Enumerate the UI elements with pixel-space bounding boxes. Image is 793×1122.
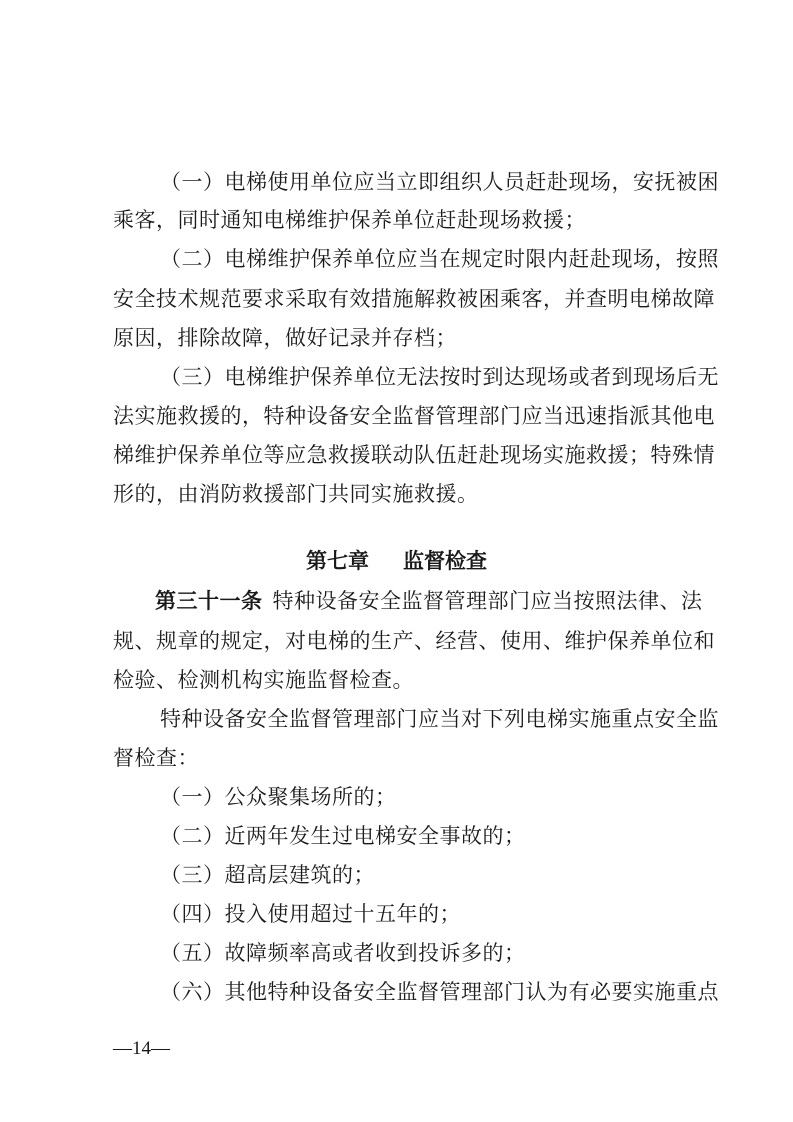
list-item: （四）投入使用超过十五年的； xyxy=(160,902,461,926)
emergency-item-1-line-1: （一）电梯使用单位应当立即组织人员赶赴现场，安抚被困 xyxy=(160,170,719,194)
article-31-text-1: 特种设备安全监督管理部门应当按照法律、法 xyxy=(272,589,703,613)
list-item: （一）公众聚集场所的； xyxy=(160,785,397,809)
page-number: —14— xyxy=(113,1038,170,1059)
article-31-line-3: 检验、检测机构实施监督检查。 xyxy=(113,668,414,692)
article-31-line-2: 规、规章的规定，对电梯的生产、经营、使用、维护保养单位和 xyxy=(113,629,715,653)
list-item: （二）近两年发生过电梯安全事故的； xyxy=(160,824,526,848)
article-label: 第三十一条 xyxy=(155,588,263,613)
emergency-item-1-line-2: 乘客，同时通知电梯维护保养单位赶赴现场救援； xyxy=(113,208,586,232)
emergency-item-3-line-3: 梯维护保养单位等应急救援联动队伍赶赴现场实施救援；特殊情 xyxy=(113,443,715,467)
emergency-item-2-line-2: 安全技术规范要求采取有效措施解救被困乘客，并查明电梯故障 xyxy=(113,287,715,311)
emergency-item-3-line-1: （三）电梯维护保养单位无法按时到达现场或者到现场后无 xyxy=(160,365,719,389)
emergency-item-2-line-1: （二）电梯维护保养单位应当在规定时限内赶赴现场，按照 xyxy=(160,247,719,271)
emergency-item-2-line-3: 原因，排除故障，做好记录并存档； xyxy=(113,326,457,350)
article-31-para-2-line-2: 督检查： xyxy=(113,746,199,770)
list-item: （五）故障频率高或者收到投诉多的； xyxy=(160,941,526,965)
chapter-number: 第七章 xyxy=(306,548,369,573)
emergency-item-3-line-4: 形的，由消防救援部门共同实施救援。 xyxy=(113,482,479,506)
article-31-line-1 xyxy=(155,586,703,616)
list-item: （三）超高层建筑的； xyxy=(160,863,375,887)
chapter-heading xyxy=(0,546,793,576)
emergency-item-3-line-2: 法实施救援的，特种设备安全监督管理部门应当迅速指派其他电 xyxy=(113,404,715,428)
article-31-para-2-line-1: 特种设备安全监督管理部门应当对下列电梯实施重点安全监 xyxy=(160,707,719,731)
list-item: （六）其他特种设备安全监督管理部门认为有必要实施重点 xyxy=(160,980,719,1004)
chapter-title: 监督检查 xyxy=(403,548,487,573)
